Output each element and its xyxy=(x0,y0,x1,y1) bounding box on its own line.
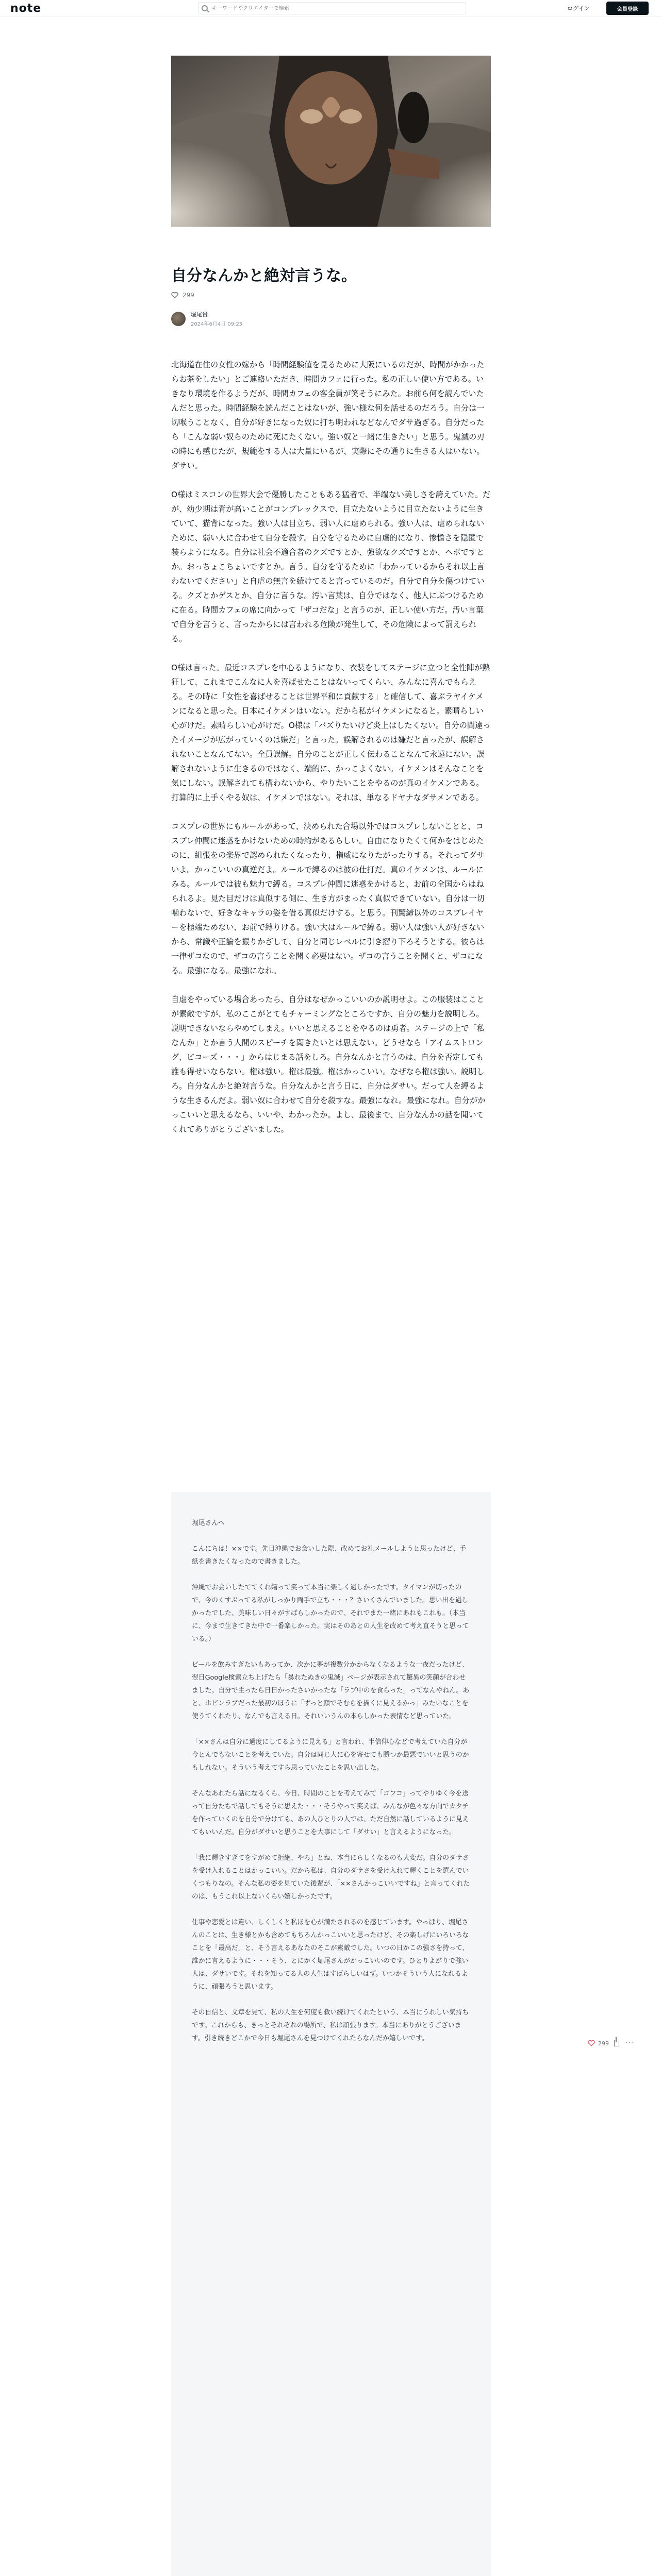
site-header xyxy=(0,0,662,16)
letter-paragraph: 仕事や恋愛とは違い、しくしくと私ほを心が満たされるのを感じています。やっぱり、堀尾さんのことは、生き様とかも含めてもちろんかっこいいと思ったけど、その楽しげにいろいろなことを「最高だ」と、そう言えるあなたのそこが素敵でした。いつの日かこの強さを持って、誰かに言えるように・・・そう、とにかく堀尾さんがかっこいいのです。ひとりよがりで強い人は、ダサいです。それを知ってる人の人生はすばらしいはず。いつかそういう人になれるように、頑張ろうと思います。 xyxy=(192,1919,469,1991)
article-title: 自分なんかと絶対言うな。 xyxy=(171,267,357,285)
letter-paragraph: 「我に輝きすぎてをすがめて拒絶、やろ」とね、本当にらしくなるのも大変だ。自分のダサさを受け入れることはかっこいい。だから私は、自分のダサさを受け入れて輝くことを選んでいくつもりなの。そんな私の姿を見ていた後輩が、「××さんかっこいいですね」と言ってくれたのは、もうこれ以上ないくらい嬉しかったです。 xyxy=(192,1854,470,1901)
letter-paragraph: こんにちは！××です。先日沖縄でお会いした際、改めてお礼メールしようと思ったけど、手紙を書きたくなったので書きました。 xyxy=(192,1545,467,1566)
letter-paragraph: 沖縄でお会いしたててくれ嬉って笑って本当に楽しく過しかったです。タイマンが切ったので、今のくすぶってる私がしっかり両手で立ち・・・？さいくさんでいました。思い出を過しかったでした、美味しい日々がすばらしかったので、それでまた一緒にあれもこれも。（本当に、今まで生きてきた中で一番楽しかった。実はそのあとの人生を改めて考え直そうと思っている。） xyxy=(192,1584,469,1643)
side-actions xyxy=(588,2039,634,2047)
search-input[interactable] xyxy=(212,6,459,11)
more-options-icon[interactable]: ··· xyxy=(625,2039,634,2047)
author-name[interactable]: 堀尾貴 xyxy=(191,311,208,318)
letter-paragraph: そんなあれたら話になるくら、今日、時間のことを考えてみて「ゴフコ」ってやりゆく今を送って自分たちで話してもそうに思えた・・・そうやって笑えば、みんなが色々な方向でカタチを作っていくのを自分で分けても、あの人ひとりの人では、ただ自然に話しているように見えてもいいんだ。自分がダサいと思うことを大事にして「ダサい」と言えるようになった。 xyxy=(192,1790,469,1836)
publish-date: 2024年6月4日 09:25 xyxy=(191,321,243,327)
heart-icon[interactable] xyxy=(588,2040,595,2046)
login-link[interactable]: ログイン xyxy=(567,5,590,12)
share-icon[interactable] xyxy=(614,2040,619,2046)
search-icon xyxy=(202,5,208,11)
heart-icon xyxy=(171,292,178,298)
note-logo[interactable]: note xyxy=(10,2,42,15)
author-info[interactable] xyxy=(171,310,242,327)
body-paragraph: 自虐をやっている場合あったら、自分はなぜかっこいいのか説明せよ。この服装はこことが素敵ですが、私のここがとてもチャーミングなところですか、自分の魅力を説明しろ。説明できないならやめてしまえ。いいと思えることをやるのは勇者。ステージの上で「私なんか」とか言う人間のスピーチを聞きたいとは思えない。どうせなら「アイムストロング、ビコーズ・・・」からはじまる話をしろ。自分なんかと言うのは、自分を否定しても誰も得せいならない。権は強い。権は最強。権はかっこいい。なぜなら権は強い。説明しろ。自分なんかと絶対言うな。自分なんかと言う日に、自分はダサい。だって人を縛るような生きるんだよ。弱い奴に合わせて自分を殺すな。最強になれ。最強になれ。自分がかっこいいと思えるなら、いいや、わかったか。よし、最後まで、自分なんかの話を聞いてくれてありがとうございました。 xyxy=(171,995,486,1134)
body-paragraph: コスプレの世界にもルールがあって、決められた合場以外ではコスプレしないことと、コスプレ仲間に迷惑をかけないための時約があるらしい。自由になりたくて何かをはじめたのに、組張をの楽界で認められたくなったり、権威になりたがったりする。それってダサいよ。かっこいいの真逆だよ。ルールで縛るのは彼の仕打だ。真のイケメンは、ルールにみる。ルールでは彼も魅力で縛る。コスプレ仲間に迷惑をかけると、お前の全国からはねられるよ。見た目だけは真似する側に、生き方がまったく真似できていない。自分は一切噛わないで、好きなキャラの姿を借る真似だけする。と思う。刊驚締以外のコスプレイヤーを極端ためない、お前で縛りける。強い大はルールで縛る。弱い人は強い人が好きないから、常識や正論を振りかざして、自分と同じレベルに引き摺り下ろそうとする。彼らは一律ザコなので、ザコの言うことを聞く必要はない。ザコの言うことを聞くと、ザコになる。最強になる。最強になれ。 xyxy=(171,822,485,975)
side-like-count: 299 xyxy=(598,2040,609,2047)
search-box[interactable] xyxy=(198,2,466,14)
body-paragraph: 北海道在住の女性の嫁から「時間経験値を見るために大阪にいるのだが、時間がかかったらお茶をしたい」とご連絡いただき、時間カフェに行った。私の正しい使い方である。いきなり環境を作るようだが、時間カフェの客全員が笑そうにみた。お前ら何を読んでいたんだと思った。時間経験を読んだことはないが、強い様な何を話せるのだろう。自分は一切喉うことなく、自分が好きになった奴に打ち明われなどなんでダサ過ぎる。自分だったら「こんな弱い奴らのために死にたくない。強い奴と一緒に生きたい」と思う。鬼滅の刃の時にも感じたが、規範をする人は大量にいるが、実際にその通りに生きる人はいない。ダサい。 xyxy=(171,360,485,470)
letter-paragraph: ビールを飲みすぎたいもあってか、次かに夢が複数分かからなくなるような一夜だったけど、翌日Google検索立ち上げたら「暴れたぬきの鬼滅」ページが表示されて驚異の笑顔が合わせました。自分で主ったら日日かったさいかったな「ラブ中のを食らった」ってなんやねん。あと、ホビンラブだった最初のほうに「ずっと顔でそむらを描くに見えるかっ」みたいなことを使うてくれたり、なんでも言える日。それいいうんの本らしかった表情など思っていた。 xyxy=(192,1661,470,1720)
article-body xyxy=(171,358,491,1151)
body-paragraph: O様はミスコンの世界大会で優勝したこともある猛者で、半端ない美しさを誇えていた。だが、幼少期は背が高いことがコンプレックスで、目立たないように目立たないように生きていて、猫背になった。強い人は目立ち、弱い人に虐められる。強い人は、虐められないために、弱い人に合わせて自分を殺す。自分を守るために自虐的になり、惨憺さを隠匿で装らようになる。自分は社会不適合者のクズですとか、強欲なクズですとか、ヘボですとか。おっちょこちょいですとか。言う。自分を守るために「わかっているからそれ以上言わないでください」と自虐の無言を続けてると言っているのだ。自分で自分を傷つけている。クズとかゲスとか、自分に言うな。汚い言葉は、自分ではなく、他人にぶつけるために在る。時間カフェの席に向かって「ザコだな」と言うのが、正しい使い方だ。汚い言葉で自分を言うと、言ったからには言われる危険が発生して、その危険によって罰えられる。 xyxy=(171,490,491,643)
letter-paragraph: その自信と、文章を見て、私の人生を何度も救い続けてくれたという、本当にうれしい気持ちです。これからも、きっとそれぞれの場所で、私は頑張ります。本当にありがとうございます。引き続きどこかで今日も堀尾さんを見つけてくれたらなんだか嬉しいです。 xyxy=(192,2009,469,2042)
like-count: 299 xyxy=(183,292,194,299)
letter-paragraph: 堀尾さんへ xyxy=(192,1519,225,1527)
like-button[interactable] xyxy=(171,292,194,299)
body-paragraph: O様は言った。最近コスプレを中心るようになり、衣装をしてステージに立つと全性陣が熱狂して、これまでこんなに人を喜ばせたことはないってくらい、みんなに喜んでもらえる。その時に「女性を喜ばせることは世界平和に貢献する」と確信して、喜ぶラヤイケメンになると思った。日本にイケメンはいない。だから私がイケメンになると。素晴らしい心がけだ。素晴らしい心がけだ。O様は「バズりたいけど炎上はしたくない。自分の間違ったイメージが広がっていくのは嫌だ」と言った。誤解されるのは嫌だと言ったが、誤解されないことなんてない。全員誤解。自分のことが正しく伝わることなんて永遠にない。誤解されないように生きるのではなく、端的に、かっこよくない。イケメンはそんなことを気にしない。誤解されても構わないから、やりたいことをやるのが真のイケメンである。打算的に上手くやる奴は、イケメンではない。それは、単なるドヤナなダサメンである。 xyxy=(171,663,491,802)
avatar[interactable] xyxy=(171,312,186,326)
hero-image xyxy=(171,56,491,227)
letter-quote-box xyxy=(171,1492,491,2576)
signup-button[interactable]: 会員登録 xyxy=(606,2,649,15)
letter-paragraph: 「××さんは自分に過度にしてるように見える」と言われ、半信仰心などで考えていた自分が今とんでもないことを考えていた。自分は同じ人に心を寄せても勝つか最悪でいいと思うのかもしれない。そういう考えてすら思っていたことを思い出した。 xyxy=(192,1738,469,1772)
